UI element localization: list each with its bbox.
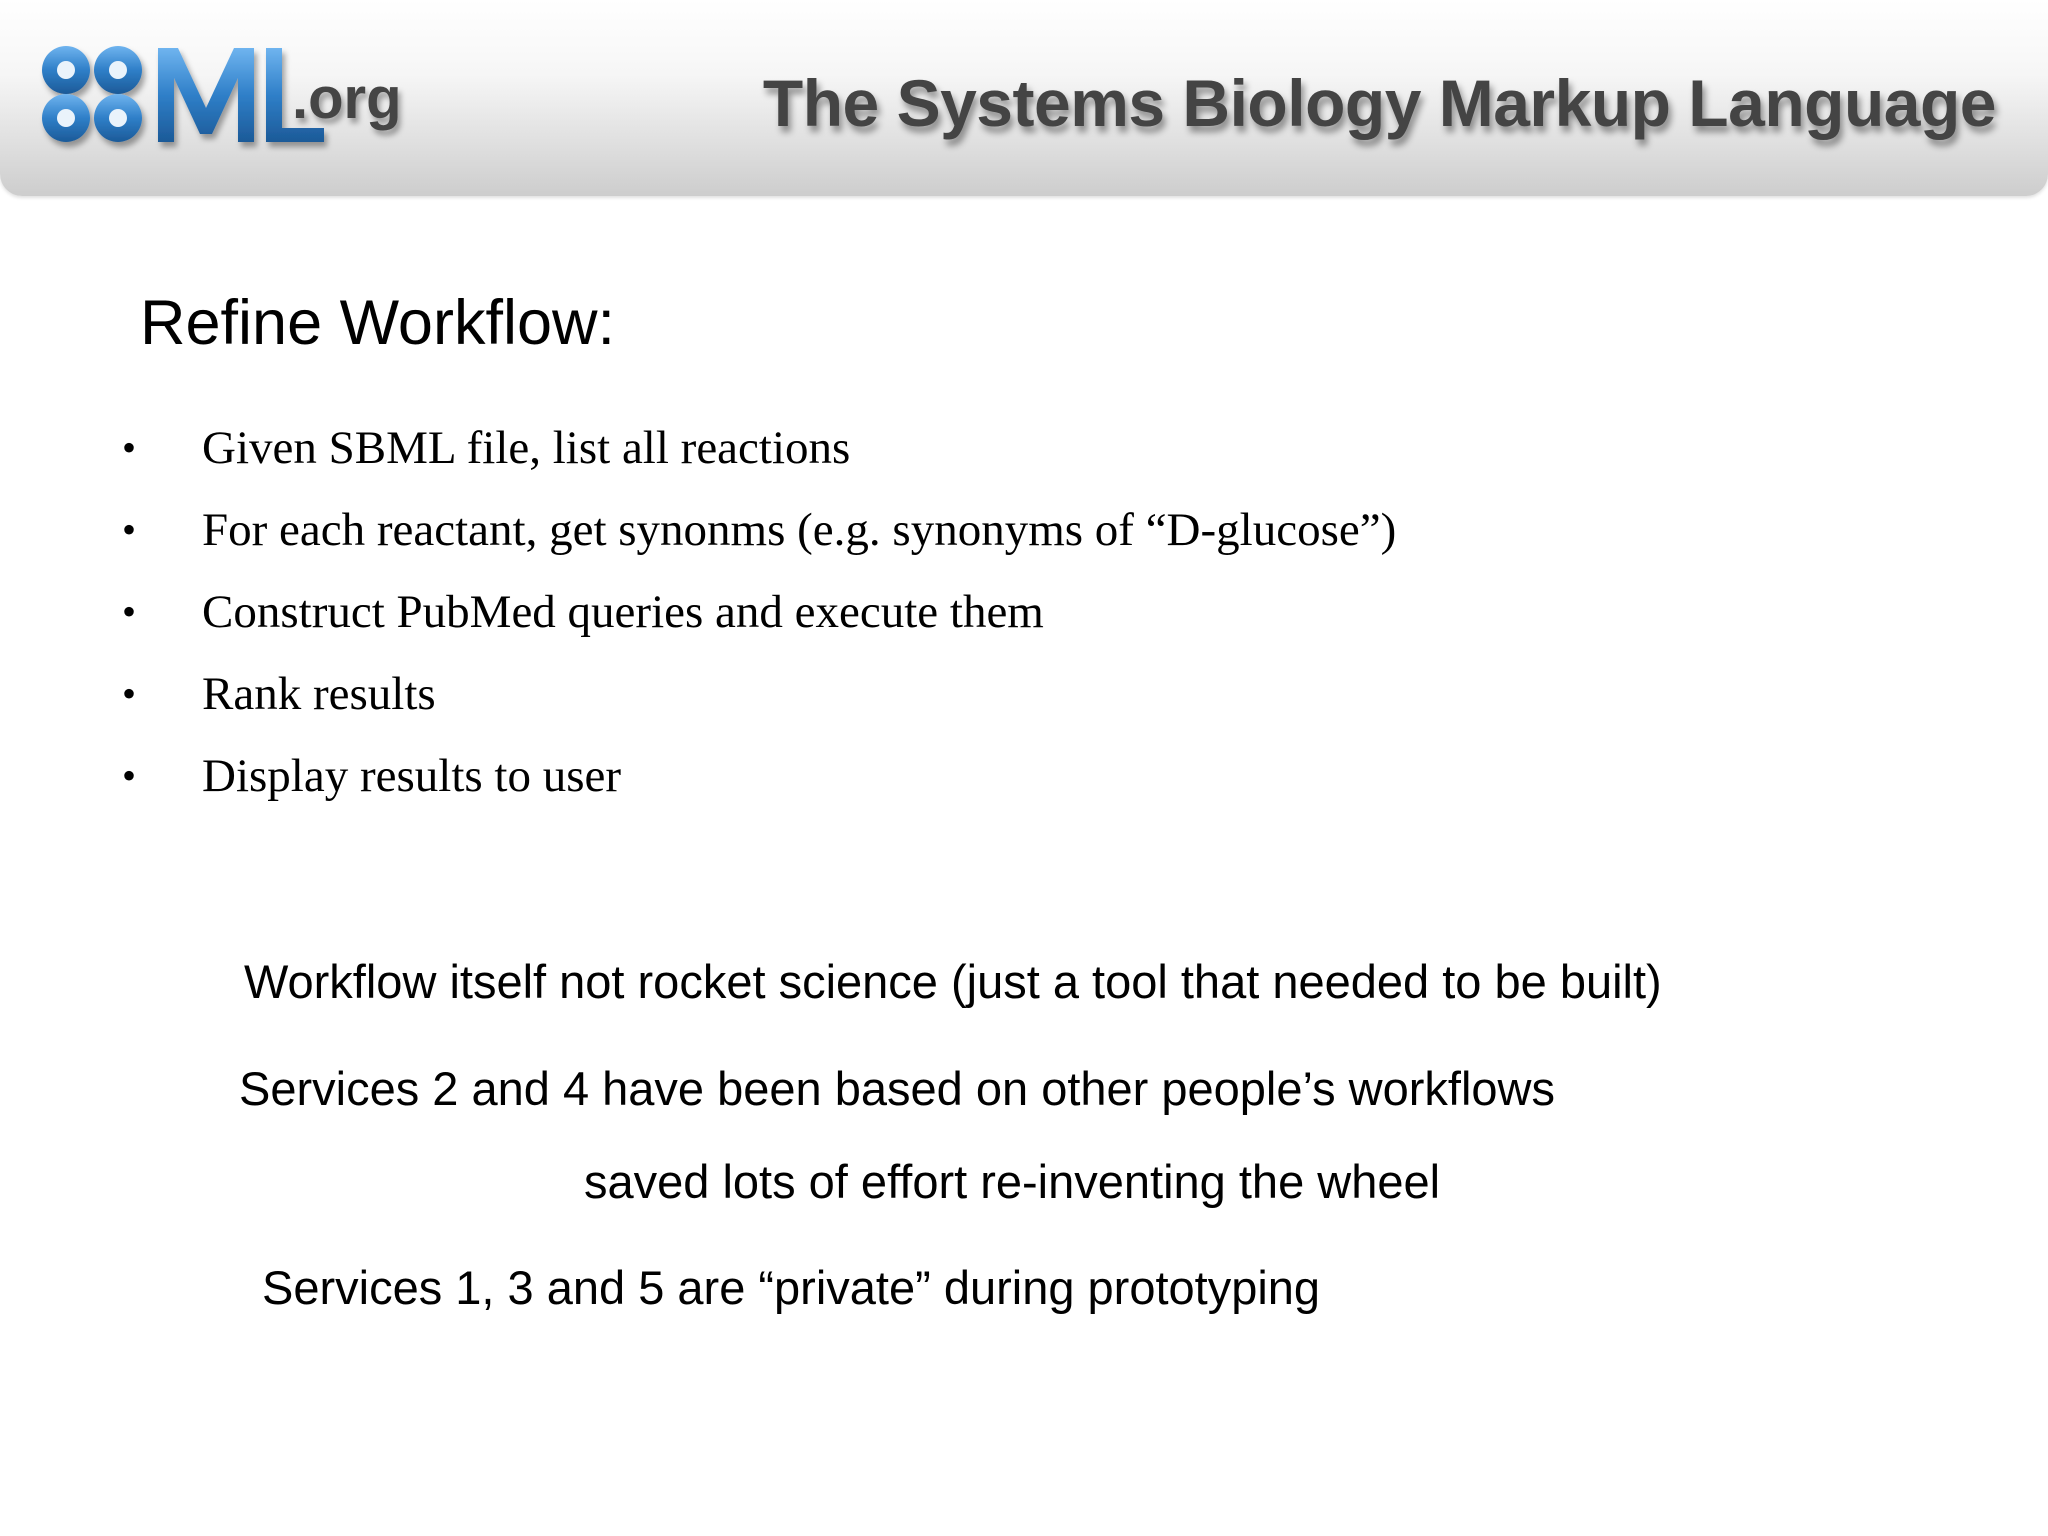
bullet-text: Rank results [202,668,436,720]
note-text: Workflow itself not rocket science (just a tool that needed to be built) [244,955,1662,1008]
note-text: saved lots of effort re-inventing the wheel [584,1155,1441,1208]
bullet-icon: • [122,753,137,798]
bullet-text: Given SBML file, list all reactions [202,422,851,474]
bullet-icon: • [122,589,137,634]
bullet-text: Construct PubMed queries and execute them [202,586,1044,638]
slide-title: Refine Workflow: [140,288,615,358]
header-banner [0,0,2048,196]
bullet-icon: • [122,507,137,552]
logo-suffix: .org [292,66,402,131]
note-text: Services 2 and 4 have been based on other people’s workflows [239,1062,1555,1115]
banner-title: The Systems Biology Markup Language [762,66,1996,140]
bullet-icon: • [122,425,137,470]
bullet-text: For each reactant, get synonms (e.g. synonyms of “D-glucose”) [202,504,1397,556]
bullet-icon: • [122,671,137,716]
bullet-text: Display results to user [202,750,622,802]
note-text: Services 1, 3 and 5 are “private” during prototyping [262,1261,1321,1314]
